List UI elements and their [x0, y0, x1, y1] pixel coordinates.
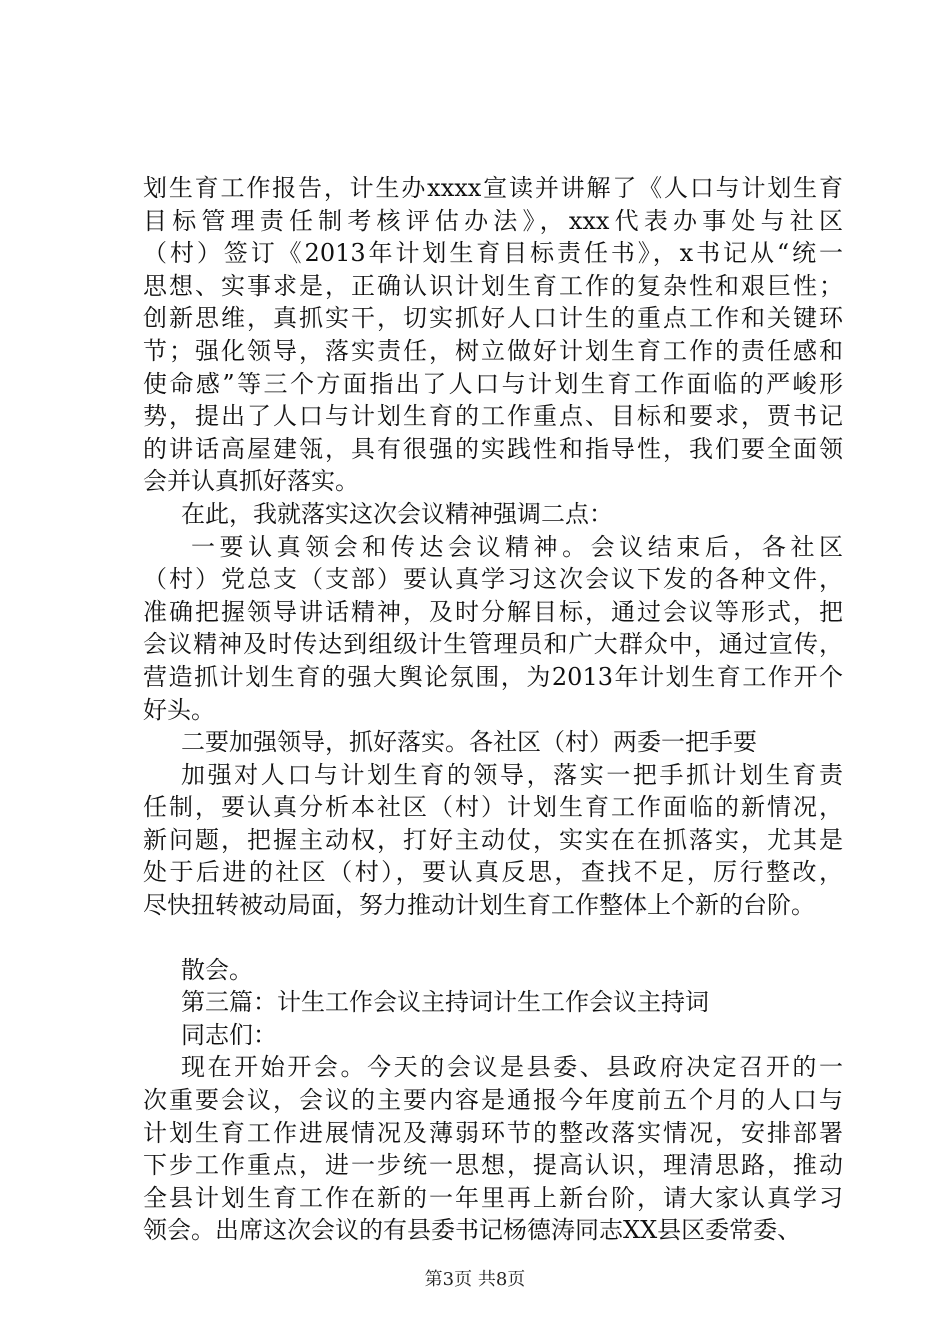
text-line: 会议精神及时传达到组级计生管理员和广大群众中，通过宣传，	[143, 630, 843, 659]
text-line: 在此，我就落实这次会议精神强调二点：	[181, 499, 613, 528]
paragraph-gap	[143, 922, 843, 954]
salutation: 同志们：	[181, 1020, 277, 1049]
text-line: （村）签订《2013年计划生育目标责任书》，x书记从“统一	[143, 239, 843, 268]
paragraph	[143, 498, 843, 531]
paragraph	[143, 1051, 843, 1247]
text-line: 势，提出了人口与计划生育的工作重点、目标和要求，贾书记	[143, 402, 843, 431]
text-line: 新问题，把握主动权，打好主动仗，实实在在抓落实，尤其是	[143, 825, 843, 854]
text-line: 一要认真领会和传达会议精神。会议结束后，各社区	[191, 532, 843, 561]
text-line: 思想、实事求是，正确认识计划生育工作的复杂性和艰巨性；	[143, 271, 843, 300]
text-line: 全县计划生育工作在新的一年里再上新台阶，请大家认真学习	[143, 1183, 843, 1212]
text-line: 划生育工作报告，计生办xxxx宣读并讲解了《人口与计划生育	[143, 174, 843, 202]
paragraph	[143, 759, 843, 922]
text-line: 目标管理责任制考核评估办法》，xxx代表办事处与社区	[143, 206, 843, 235]
text-line: 现在开始开会。今天的会议是县委、县政府决定召开的一	[181, 1053, 843, 1082]
text-line: （村）党总支（支部）要认真学习这次会议下发的各种文件，	[143, 565, 843, 594]
text-line: 散会。	[181, 955, 253, 984]
page-number: 第3页 共8页	[424, 1269, 526, 1290]
text-line: 计划生育工作进展情况及薄弱环节的整改落实情况，安排部署	[143, 1118, 843, 1147]
text-line: 营造抓计划生育的强大舆论氛围，为2013年计划生育工作开个	[143, 662, 843, 691]
paragraph	[143, 1019, 843, 1052]
text-line: 准确把握领导讲话精神，及时分解目标，通过会议等形式，把	[143, 597, 843, 626]
document-body	[143, 172, 843, 1247]
paragraph	[143, 986, 843, 1019]
text-line: 尽快扭转被动局面，努力推动计划生育工作整体上个新的台阶。	[143, 891, 815, 920]
paragraph	[143, 531, 843, 727]
text-line: 好头。	[143, 695, 215, 724]
text-line: 二要加强领导，抓好落实。各社区（村）两委一把手要	[181, 728, 757, 757]
text-line: 加强对人口与计划生育的领导，落实一把手抓计划生育责	[181, 760, 843, 789]
text-line: 下步工作重点，进一步统一思想，提高认识，理清思路，推动	[143, 1151, 843, 1180]
text-line: 使命感”等三个方面指出了人口与计划生育工作面临的严峻形	[143, 369, 843, 398]
text-line: 任制，要认真分析本社区（村）计划生育工作面临的新情况，	[143, 793, 843, 822]
text-line: 的讲话高屋建瓴，具有很强的实践性和指导性，我们要全面领	[143, 434, 843, 463]
text-line: 处于后进的社区（村），要认真反思，查找不足，厉行整改，	[143, 858, 843, 887]
text-line: 会并认真抓好落实。	[143, 467, 359, 496]
paragraph	[143, 172, 843, 498]
paragraph	[143, 954, 843, 987]
paragraph	[143, 726, 843, 759]
text-line: 节；强化领导，落实责任，树立做好计划生育工作的责任感和	[143, 336, 843, 365]
section-heading: 第三篇：计生工作会议主持词计生工作会议主持词	[181, 988, 709, 1017]
text-line: 次重要会议，会议的主要内容是通报今年度前五个月的人口与	[143, 1086, 843, 1115]
text-line: 创新思维，真抓实干，切实抓好人口计生的重点工作和关键环	[143, 304, 843, 333]
text-line: 领会。出席这次会议的有县委书记杨德涛同志XX县区委常委、	[143, 1216, 802, 1245]
